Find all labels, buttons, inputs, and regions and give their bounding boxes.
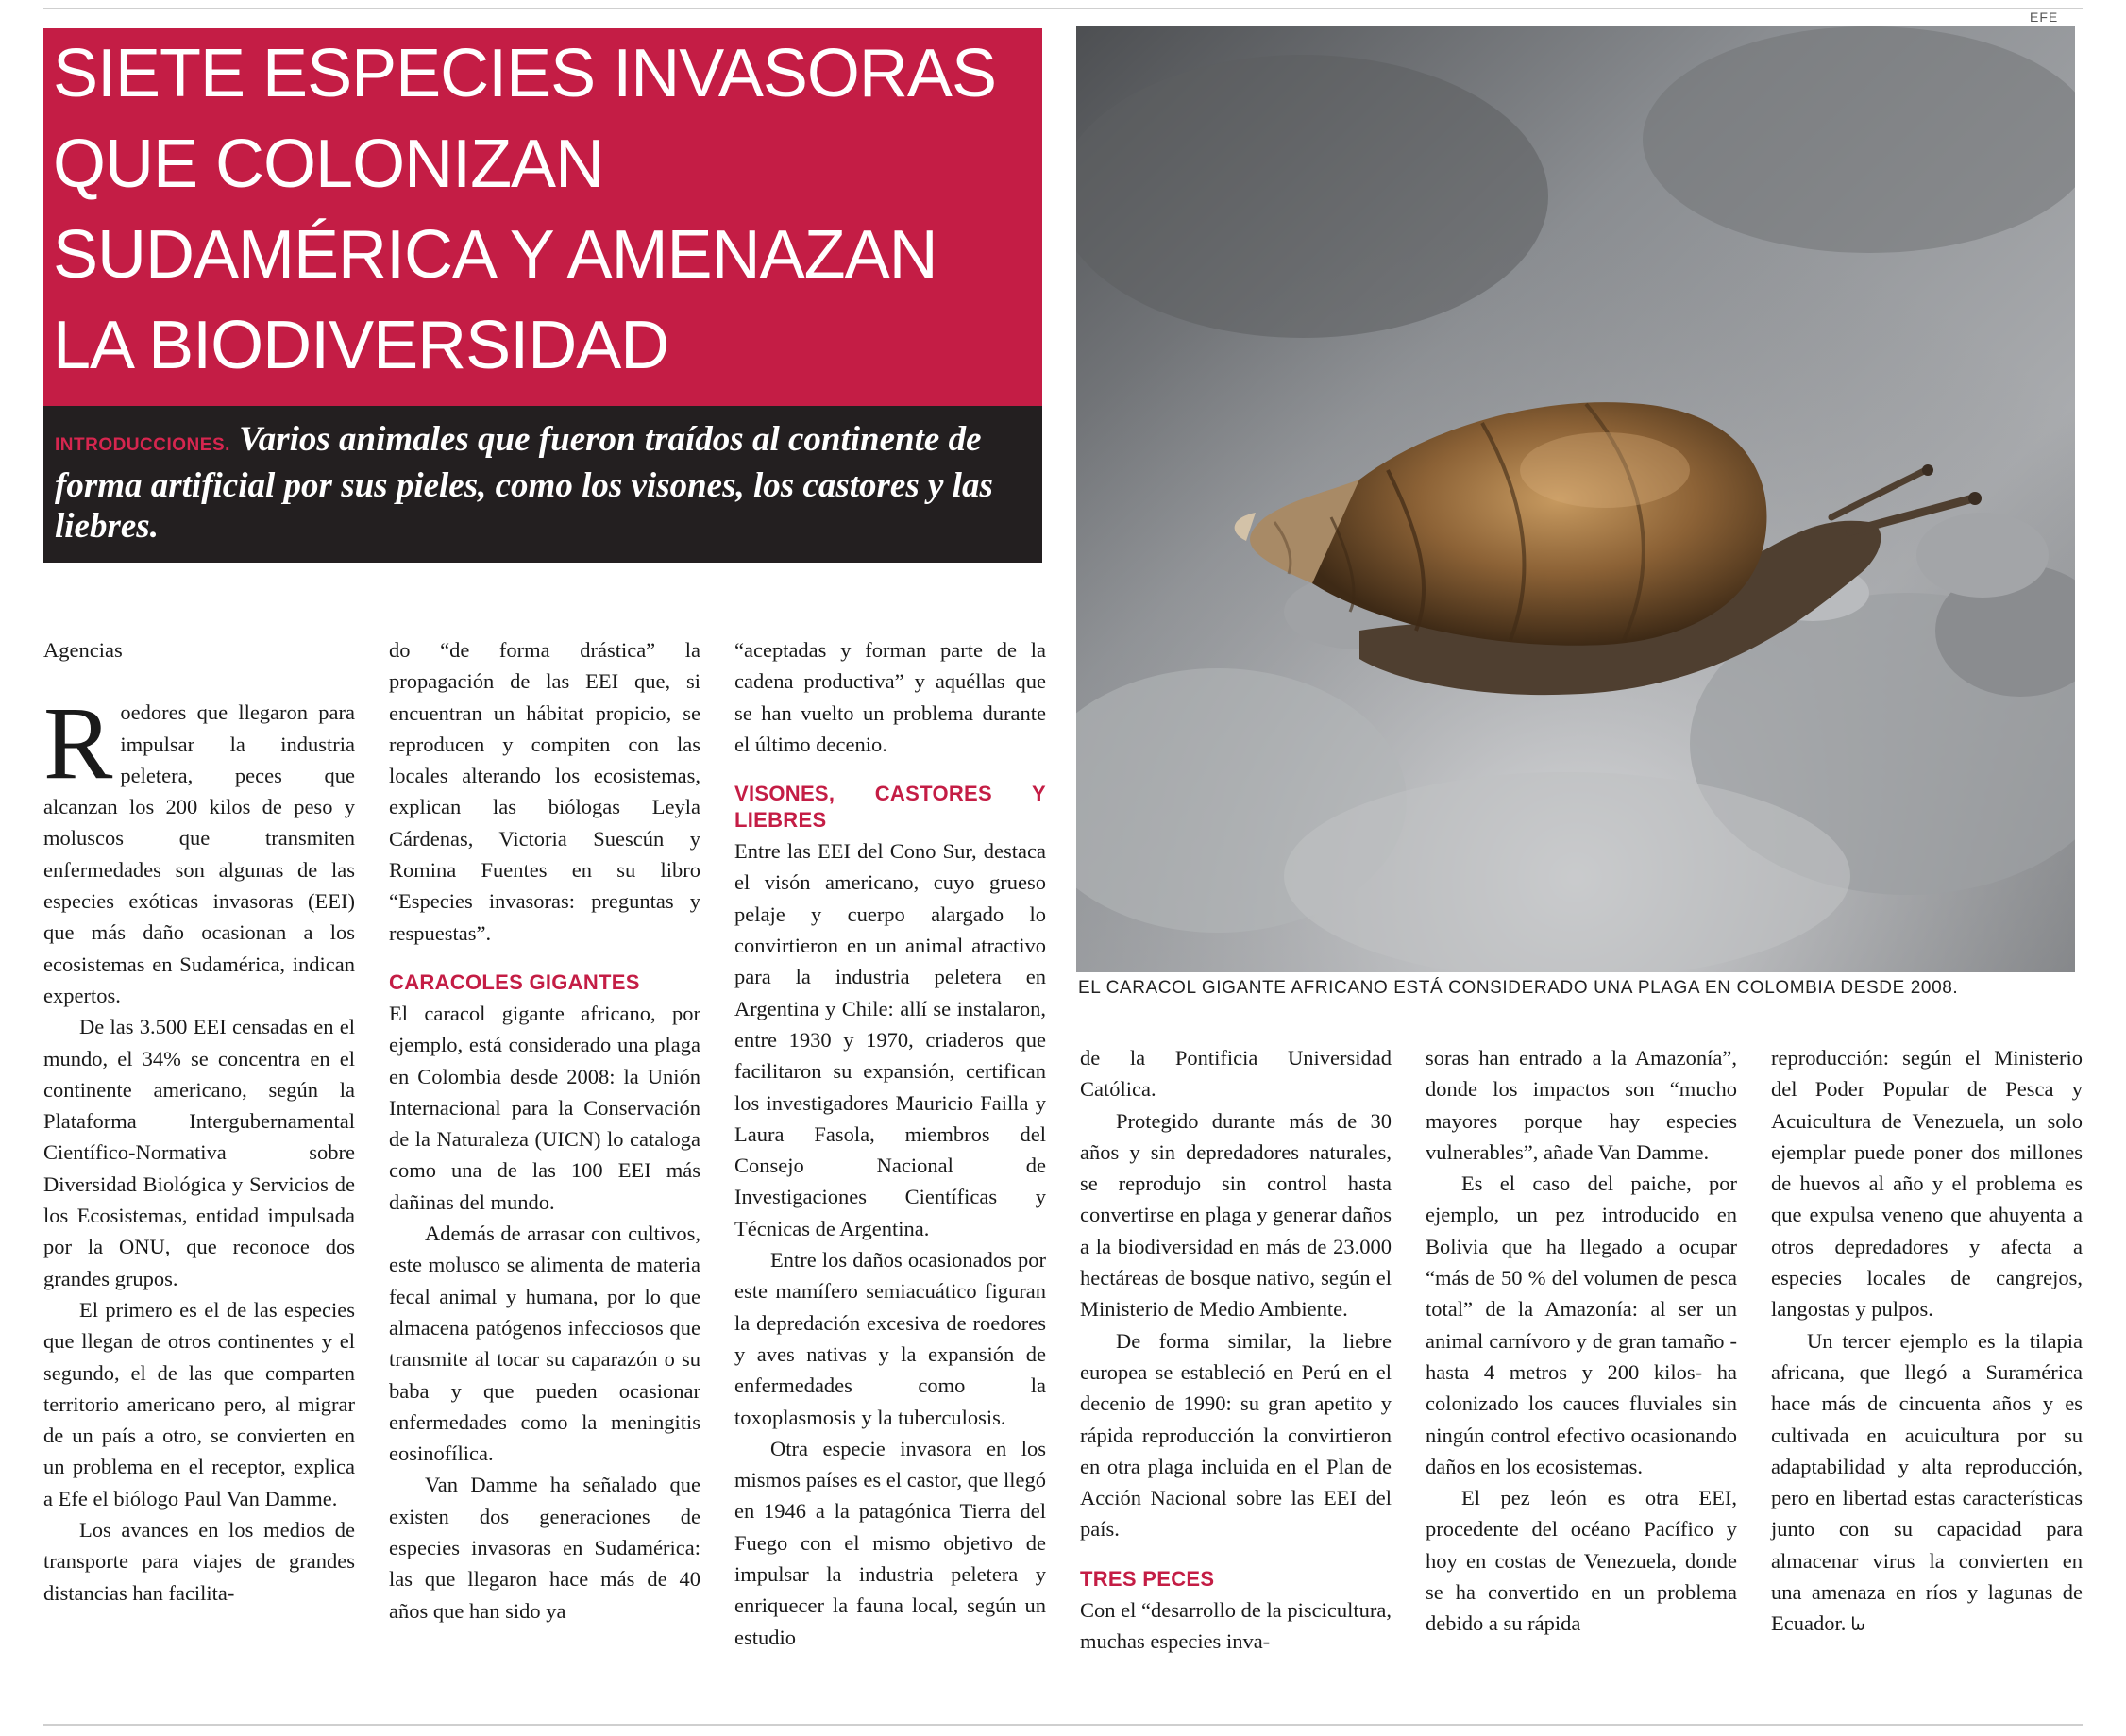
headline xyxy=(53,28,1033,391)
subhead: VISONES, CASTORES Y LIEBRES xyxy=(734,782,1046,833)
column-2 xyxy=(389,634,700,1626)
headline-line: LA BIODIVERSIDAD xyxy=(53,308,669,383)
photo-caption: EL CARACOL GIGANTE AFRICANO ESTÁ CONSIDERADO UNA PLAGA EN COLOMBIA DESDE 2008. xyxy=(1078,978,1959,998)
paragraph: El caracol gigante africano, por ejemplo, está considerado una plaga en Colombia desde 2008: la Unión Internacional para la Conservación de la Naturaleza (UICN) lo cataloga como una de las 100 EEI más dañinas del mundo. xyxy=(389,1001,700,1214)
paragraph: Es el caso del paiche, por ejemplo, un pez introducido en Bolivia que ha llegado a ocupar “más de 50 % del volumen de pesca total” de la Amazonía: al ser un animal carnívoro y de gran tamaño -hasta 4 metros y 200 kilos- ha colonizado los cauces fluviales sin ningún control efectivo ocasionando daños en los ecosistemas. xyxy=(1426,1171,1737,1478)
deck xyxy=(55,419,1031,547)
paragraph: Entre los daños ocasionados por este mamífero semiacuático figuran la depredación excesiva de roedores y aves nativas y la expansión de enfermedades como la toxoplasmosis y la tuberculosis. xyxy=(734,1248,1046,1429)
paragraph: reproducción: según el Ministerio del Poder Popular de Pesca y Acuicultura de Venezuela, un solo ejemplar puede poner dos millones de huevos al año y el problema es que expulsa veneno que ahuyenta a otros depredadores y afecta a especies locales de cangrejos, langostas y pulpos. xyxy=(1771,1046,2083,1322)
paragraph: El primero es el de las especies que llegan de otros continentes y el segundo, el de las que comparten territorio americano pero, al migrar de un país a otro, se convierten en un problema en el receptor, explica a Efe el biólogo Paul Van Damme. xyxy=(43,1297,355,1510)
paragraph: Otra especie invasora en los mismos países es el castor, que llegó en 1946 a la patagónica Tierra del Fuego con el mismo objetivo de impulsar la industria peletera y enriquecer la fauna local, según un estudio xyxy=(734,1436,1046,1649)
paragraph: Además de arrasar con cultivos, este molusco se alimenta de materia fecal animal y humana, por lo que almacena patógenos infecciosos que transmite al tocar su caparazón o su baba y que pueden ocasionar enfermedades como la meningitis eosinofílica. xyxy=(389,1222,700,1466)
paragraph: El pez león es otra EEI, procedente del océano Pacífico y hoy en costas de Venezuela, donde se ha convertido en un problema debido a su rápida xyxy=(1426,1486,1737,1636)
paragraph: Entre las EEI del Cono Sur, destaca el visón americano, cuyo grueso pelaje y cuerpo alargado lo convirtieron en un animal atractivo para la industria peletera en Argentina y Chile: allí se instalaron, entre 1930 y 1970, criaderos que facilitaron su expansión, certifican los investigadores Mauricio Failla y Laura Fasola, miembros del Consejo Nacional de Investigaciones Científicas y Técnicas de Argentina. xyxy=(734,839,1046,1240)
column-1 xyxy=(43,634,355,1609)
deck-banner xyxy=(43,406,1042,563)
headline-line: SUDAMÉRICA Y AMENAZAN xyxy=(53,217,937,293)
column-4 xyxy=(1080,1042,1392,1657)
paragraph: Roedores que llegaron para impulsar la industria peletera, peces que alcanzan los 200 kilos de peso y moluscos que transmiten enfermedades son algunas de las especies exóticas invasoras (EEI) que más daño ocasionan a los ecosistemas en Sudamérica, indican expertos. xyxy=(43,685,355,1007)
top-rule xyxy=(43,8,2083,9)
paragraph: Un tercer ejemplo es la tilapia africana, que llegó a Suramérica hace más de cincuenta años y es cultivada en acuicultura por su adaptabilidad y alta reproducción, pero en libertad estas características junto con su capacidad para almacenar virus la convierten en una amenaza en ríos y lagunas de Ecuador. ᘈ xyxy=(1771,1328,2083,1636)
byline: Agencias xyxy=(43,638,123,662)
headline-banner xyxy=(43,28,1042,406)
drop-cap: R xyxy=(43,685,113,801)
snail-photo xyxy=(1076,26,2075,972)
photo-credit: EFE xyxy=(2030,9,2059,25)
paragraph: “aceptadas y forman parte de la cadena productiva” y aquéllas que se han vuelto un problema durante el último decenio. xyxy=(734,638,1046,756)
column-6 xyxy=(1771,1042,2083,1641)
paragraph: Con el “desarrollo de la piscicultura, muchas especies inva- xyxy=(1080,1597,1392,1654)
paragraph: De las 3.500 EEI censadas en el mundo, el 34% se concentra en el continente americano, según la Plataforma Intergubernamental Científico-Normativa sobre Diversidad Biológica y Servicios de los Ecosistemas, entidad impulsada por la ONU, que reconoce dos grandes grupos. xyxy=(43,1015,355,1290)
end-mark-icon: ᘈ xyxy=(1850,1612,1865,1636)
paragraph: De forma similar, la liebre europea se estableció en Perú en el decenio de 1990: su gran apetito y rápida reproducción la convirtieron en otra plaga incluida en el Plan de Acción Nacional sobre las EEI del país. xyxy=(1080,1328,1392,1542)
deck-kicker: INTRODUCCIONES. xyxy=(55,435,230,455)
paragraph: Van Damme ha señalado que existen dos generaciones de especies invasoras en Sudamérica: las que llegaron hace más de 40 años que han sido ya xyxy=(389,1473,700,1623)
column-3 xyxy=(734,634,1046,1653)
paragraph: de la Pontificia Universidad Católica. xyxy=(1080,1046,1392,1102)
column-5 xyxy=(1426,1042,1737,1640)
paragraph: Protegido durante más de 30 años y sin depredadores naturales, se reprodujo sin control hasta convertirse en plaga y generar daños a la biodiversidad en más de 23.000 hectáreas de bosque nativo, según el Ministerio de Medio Ambiente. xyxy=(1080,1108,1392,1322)
deck-text: Varios animales que fueron traídos al continente de forma artificial por sus pieles, como los visones, los castores y las liebres. xyxy=(55,420,993,546)
paragraph: do “de forma drástica” la propagación de las EEI que, si encuentran un hábitat propicio, se reproducen y compiten con las locales alterando los ecosistemas, explican las biólogas Leyla Cárdenas, Victoria Suescún y Romina Fuentes en su libro “Especies invasoras: preguntas y respuestas”. xyxy=(389,638,700,945)
paragraph: Los avances en los medios de transporte para viajes de grandes distancias han facilita- xyxy=(43,1518,355,1605)
headline-line: SIETE ESPECIES INVASORAS xyxy=(53,36,996,111)
subhead: CARACOLES GIGANTES xyxy=(389,969,640,994)
subhead: TRES PECES xyxy=(1080,1566,1215,1591)
bottom-rule xyxy=(43,1724,2083,1726)
headline-line: QUE COLONIZAN xyxy=(53,126,604,202)
paragraph: soras han entrado a la Amazonía”, donde los impactos son “mucho mayores porque hay especies vulnerables”, añade Van Damme. xyxy=(1426,1046,1737,1164)
